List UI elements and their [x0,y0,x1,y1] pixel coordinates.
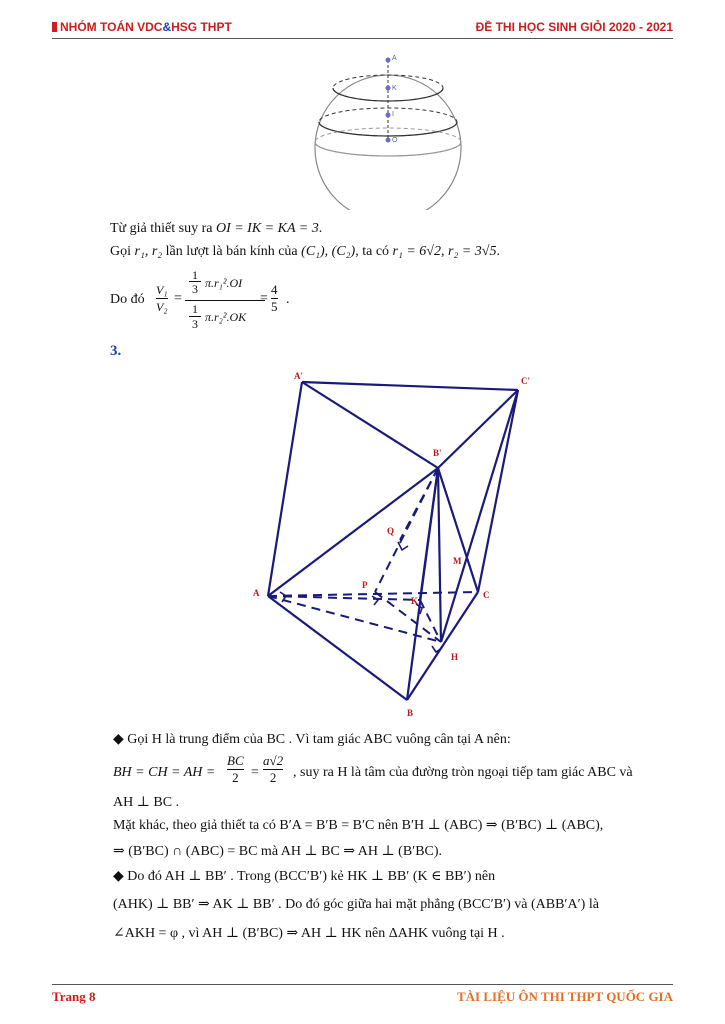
line1-text: Từ giả thiết suy ra [110,221,213,236]
prism-label-a: A [253,588,260,598]
sphere-label-o: O [392,137,398,144]
prism-label-b: B [407,708,414,718]
sphere-figure [312,50,482,210]
para-line-6: ◆ Do đó AH ⊥ BB′ . Trong (BCC′B′) kẻ HK ⊥ BB′ (K ∈ BB′) nên [113,869,496,884]
frac-2b: 2 [269,770,277,785]
footer-page-number: Trang 8 [52,989,96,1004]
para-line-1: ◆ Gọi H là trung điểm của BC . Vì tam giác ABC vuông cân tại A nên: [113,732,511,747]
prism-label-h: H [451,652,459,662]
header-left [52,20,232,34]
top-expr: π.r₁².OI [205,276,243,290]
sphere-label-k: K [392,85,397,92]
big-fraction-top [185,268,265,301]
frac-aroot2: a√2 [263,753,284,768]
prism-label-p: P [362,580,368,590]
header-left-prefix: NHÓM TOÁN VDC [60,20,163,34]
para-line-3: AH ⊥ BC . [113,795,180,810]
frac-4: 4 [271,282,278,297]
para-line-8: ∠AKH = φ , vì AH ⊥ (B′BC) ⇒ AH ⊥ HK nên ΔAHK vuông tại H . [113,926,505,941]
fraction-v1-v2 [156,282,168,315]
p2-eq: = [251,765,259,780]
big-fraction [185,268,265,335]
frac-2a: 2 [232,770,239,785]
prism-label-a-prime: A' [294,371,303,381]
bot-one: 1 [192,302,198,316]
line2-e: r₁ = 6√2, r₂ = 3√5 [392,244,497,259]
line2-r: r₁, r₂ [134,244,163,259]
frac-bc: BC [227,753,244,768]
line3-end: . [286,292,290,307]
prism-label-c: C [483,590,490,600]
para-line-4: Mặt khác, theo giả thiết ta có B′A = B′B = B′C nên B′H ⊥ (ABC) ⇒ (B′BC) ⊥ (ABC), [113,818,604,833]
frac-v2: V₂ [156,300,168,314]
line1-math: OI = IK = KA = 3 [215,221,319,236]
bot-three: 3 [189,316,201,332]
line2-end: . [496,244,500,259]
para-line-5: ⇒ (B′BC) ∩ (ABC) = BC mà AH ⊥ BC ⇒ AH ⊥ (B′BC). [113,844,443,859]
frac-bc-2 [227,753,244,786]
para-line-2 [113,755,673,795]
frac-a-root2 [263,753,283,786]
page-footer [52,984,673,1005]
line1-end: . [318,221,323,236]
prism-figure [250,370,540,720]
line3-do-do: Do đó [110,292,145,307]
p2-a: BH = CH = AH = [113,765,216,780]
top-three: 3 [189,281,201,297]
header-left-suffix: HSG THPT [171,20,232,34]
sphere-label-i: I [392,111,394,118]
line2-a: Gọi [110,244,131,259]
section-number: 3. [110,343,122,359]
prism-label-q: Q [387,526,395,536]
page-header [52,18,673,39]
frac-5: 5 [271,299,278,314]
para-line-7: (AHK) ⊥ BB′ ⇒ AK ⊥ BB′ . Do đó góc giữa hai mặt phẳng (BCC′B′) và (ABB′A′) là [113,897,599,912]
p2-b: , suy ra H là tâm của đường tròn ngoại tiếp tam giác ABC và [293,765,633,780]
line-radii [110,244,500,260]
header-right: ĐỀ THI HỌC SINH GIỎI 2020 - 2021 [475,20,673,34]
line-from-hypothesis [110,221,322,237]
top-one: 1 [192,268,198,282]
bot-expr: π.r₂².OK [205,310,247,324]
prism-label-k: K [411,596,419,606]
fraction-4-5 [271,282,278,315]
line3-eq2: = [260,291,268,306]
prism-label-m: M [453,556,462,566]
line2-d: , ta có [355,244,390,259]
prism-label-b-prime: B' [433,448,442,458]
footer-right: TÀI LIỆU ÔN THI THPT QUỐC GIA [457,989,673,1004]
line2-b: lần lượt là bán kính của [165,244,298,259]
line2-c: (C₁), (C₂) [301,244,356,259]
header-left-amp: & [162,20,172,34]
header-bookmark-icon [52,22,57,32]
line3-eq1: = [174,291,182,306]
big-fraction-bottom [185,301,265,335]
sphere-label-a: A [392,55,397,62]
prism-label-c-prime: C' [521,376,530,386]
frac-v1: V₁ [156,283,168,297]
